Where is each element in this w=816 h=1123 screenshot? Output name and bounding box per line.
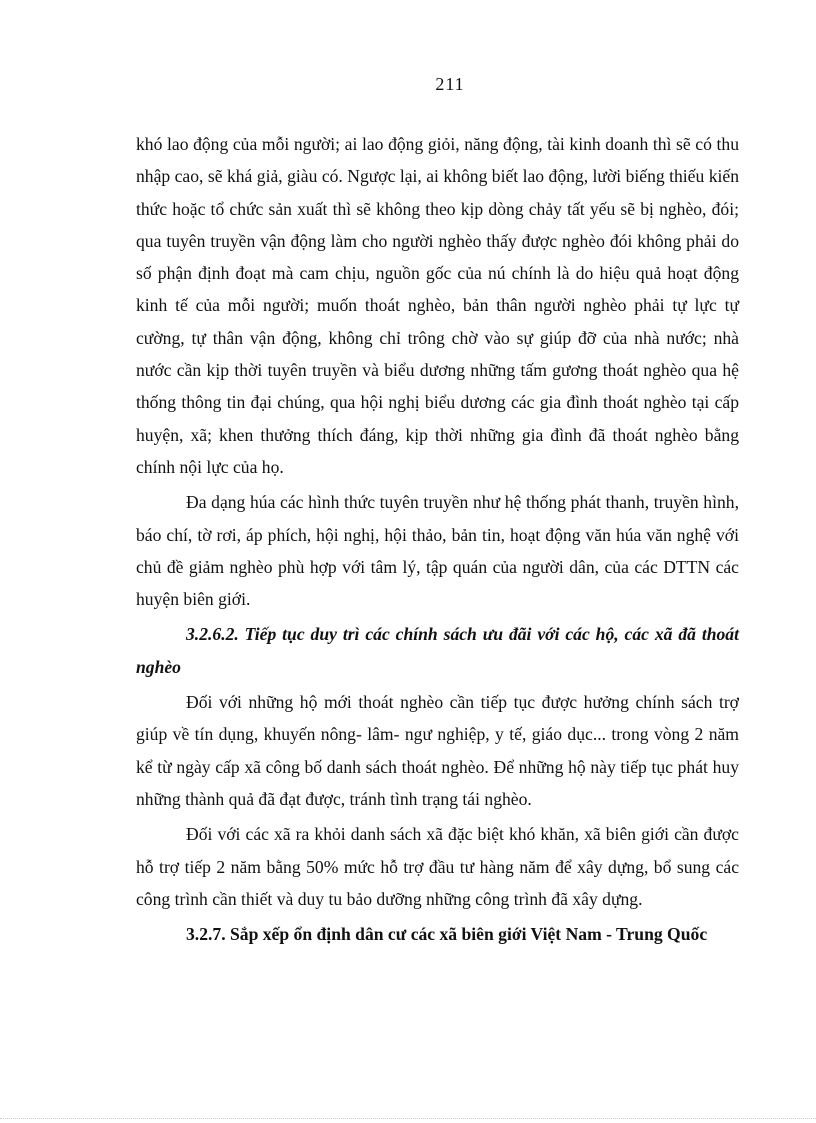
section-heading-3-2-7: 3.2.7. Sắp xếp ổn định dân cư các xã biên giới Việt Nam - Trung Quốc	[186, 924, 708, 945]
paragraph-continued: khó lao động của mỗi người; ai lao động giỏi, năng động, tài kinh doanh thì sẽ có thu nhập cao, sẽ khá giả, giàu có. Ngược lại, ai không biết lao động, lười biếng thiếu kiến thức hoặc tổ chức sản xuất thì sẽ không theo kịp dòng chảy tất yếu sẽ bị nghèo, đói; qua tuyên truyền vận động làm cho người nghèo thấy được nghèo đói không phải do số phận định đoạt mà cam chịu, nguồn gốc của nú chính là do hiệu quả hoạt động kinh tế của mỗi người; muốn thoát nghèo, bản thân người nghèo phải tự lực tự cường, tự thân vận động, không chỉ trông chờ vào sự giúp đỡ của nhà nước; nhà nước cần kịp thời tuyên truyền và biểu dương những tấm gương thoát nghèo qua hệ thống thông tin đại chúng, qua hội nghị biểu dương các gia đình thoát nghèo tại cấp huyện, xã; khen thưởng thích đáng, kịp thời những gia đình đã thoát nghèo bằng chính nội lực của họ.	[136, 134, 739, 477]
paragraph-households-policy: Đối với những hộ mới thoát nghèo cần tiếp tục được hưởng chính sách trợ giúp về tín dụng, khuyến nông- lâm- ngư nghiệp, y tế, giáo dục... trong vòng 2 năm kể từ ngày cấp xã công bố danh sách thoát nghèo. Để những hộ này tiếp tục phát huy những thành quả đã đạt được, tránh tình trạng tái nghèo.	[136, 692, 739, 809]
page-number: 211	[435, 74, 465, 94]
paragraph-communes-support: Đối với các xã ra khỏi danh sách xã đặc biệt khó khăn, xã biên giới cần được hỗ trợ tiếp 2 năm bằng 50% mức hỗ trợ đầu tư hàng năm để xây dựng, bổ sung các công trình cần thiết và duy tu bảo dưỡng những công trình đã xây dựng.	[136, 824, 739, 909]
section-heading-3-2-6-2: 3.2.6.2. Tiếp tục duy trì các chính sách ưu đãi với các hộ, các xã đã thoát nghèo	[136, 624, 739, 677]
page-bottom-rule	[0, 1118, 816, 1119]
document-body	[136, 128, 739, 953]
paragraph-propaganda-forms: Đa dạng húa các hình thức tuyên truyền như hệ thống phát thanh, truyền hình, báo chí, tờ rơi, áp phích, hội nghị, hội thảo, bản tin, hoạt động văn húa văn nghệ với chủ đề giảm nghèo phù hợp với tâm lý, tập quán của người dân, của các DTTN các huyện biên giới.	[136, 492, 739, 610]
